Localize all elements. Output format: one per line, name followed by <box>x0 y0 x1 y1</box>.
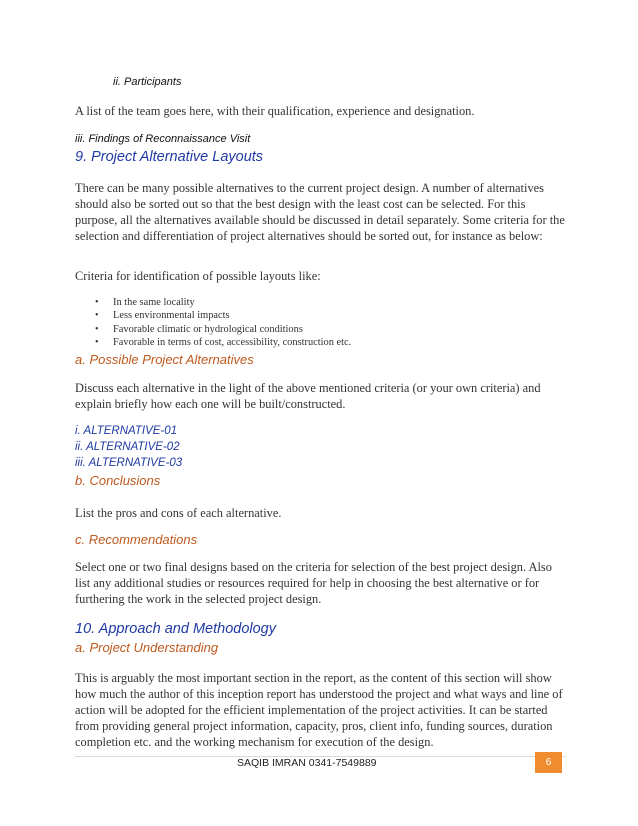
alternative-item: i. ALTERNATIVE-01 <box>75 425 178 437</box>
conclusions-heading: b. Conclusions <box>75 473 161 488</box>
criteria-item: • Favorable climatic or hydrological conditions <box>95 323 351 336</box>
criteria-item: • In the same locality <box>95 296 351 309</box>
page-number-badge: 6 <box>535 752 562 773</box>
section-9-paragraph: There can be many possible alternatives to the current project design. A number of alternatives should also be sorted out so that the best design with the least cost can be selected. For this purpose, all the alternatives available should be discussed in detail separately. Some criteria for the selection and differentiation of project alternatives should be sorted out, for instance as below: <box>75 181 565 243</box>
criteria-intro: Criteria for identification of possible layouts like: <box>75 269 321 283</box>
criteria-list <box>95 296 351 349</box>
possible-alternatives-heading: a. Possible Project Alternatives <box>75 352 254 367</box>
recommendations-paragraph: Select one or two final designs based on the criteria for selection of the best project design. Also list any additional studies or resources required for help in choosing the best alternative or for furthering the work in the selected project design. <box>75 560 552 606</box>
alternative-item: ii. ALTERNATIVE-02 <box>75 441 180 453</box>
possible-alternatives-paragraph: Discuss each alternative in the light of the above mentioned criteria (or your own criteria) and explain briefly how each one will be built/constructed. <box>75 381 541 411</box>
section-10-heading: 10. Approach and Methodology <box>75 621 276 637</box>
section-9-heading: 9. Project Alternative Layouts <box>75 149 264 165</box>
findings-heading: iii. Findings of Reconnaissance Visit <box>75 133 251 145</box>
recommendations-heading: c. Recommendations <box>75 532 198 547</box>
participants-heading: ii. Participants <box>113 76 182 88</box>
project-understanding-heading: a. Project Understanding <box>75 640 219 655</box>
criteria-item: • Favorable in terms of cost, accessibility, construction etc. <box>95 336 351 349</box>
participants-text: A list of the team goes here, with their qualification, experience and designation. <box>75 104 475 118</box>
alternative-item: iii. ALTERNATIVE-03 <box>75 457 183 469</box>
criteria-item: • Less environmental impacts <box>95 309 351 322</box>
footer-author: SAQIB IMRAN 0341-7549889 <box>237 757 377 769</box>
conclusions-paragraph: List the pros and cons of each alternative. <box>75 506 282 520</box>
project-understanding-paragraph: This is arguably the most important section in the report, as the content of this section will show how much the author of this inception report has understood the project and what ways and line of action will be adopted for the efficient implementation of the project activities. It can be started from providing general project information, capacity, pros, client info, funding sources, duration completion etc. and the working mechanism for execution of the design. <box>75 671 563 749</box>
